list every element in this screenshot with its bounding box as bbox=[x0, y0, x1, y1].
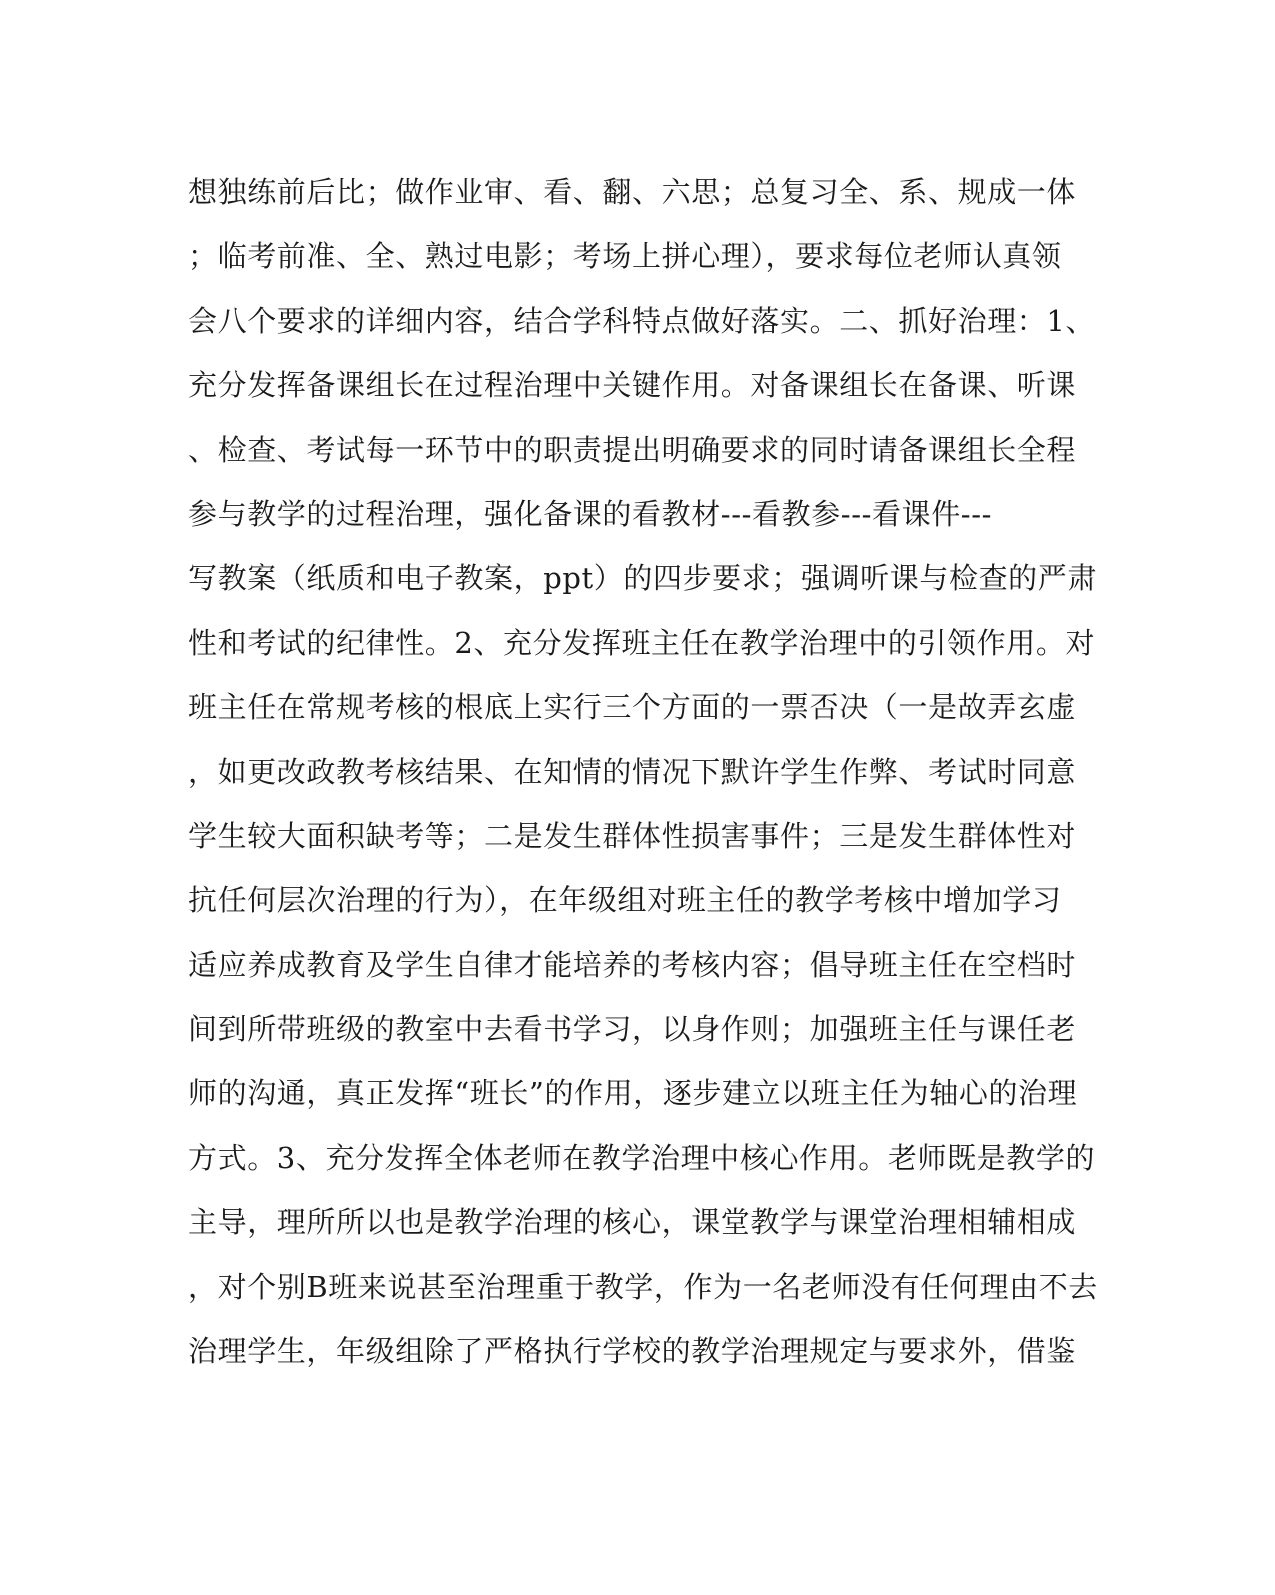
text-line: 学生较大面积缺考等；二是发生群体性损害事件；三是发生群体性对 bbox=[188, 818, 1077, 853]
text-line: 、检查、考试每一环节中的职责提出明确要求的同时请备课组长全程 bbox=[188, 432, 1077, 467]
text-line: 参与教学的过程治理，强化备课的看教材---看教参---看课件--- bbox=[188, 496, 992, 531]
text-line: 方式。3、充分发挥全体老师在教学治理中核心作用。老师既是教学的 bbox=[188, 1140, 1096, 1175]
text-line: 师的沟通，真正发挥“班长”的作用，逐步建立以班主任为轴心的治理 bbox=[188, 1076, 1078, 1111]
text-line: ；临考前准、全、熟过电影；考场上拼心理），要求每位老师认真领 bbox=[188, 239, 1062, 274]
text-line: 抗任何层次治理的行为），在年级组对班主任的教学考核中增加学习 bbox=[188, 883, 1062, 918]
body-text bbox=[188, 160, 1098, 1383]
text-line: ，如更改政教考核结果、在知情的情况下默许学生作弊、考试时同意 bbox=[188, 754, 1077, 789]
text-line: 主导，理所所以也是教学治理的核心，课堂教学与课堂治理相辅相成 bbox=[188, 1205, 1077, 1240]
text-line: ，对个别B班来说甚至治理重于教学，作为一名老师没有任何理由不去 bbox=[188, 1269, 1098, 1304]
text-line: 写教案（纸质和电子教案，ppt）的四步要求；强调听课与检查的严肃 bbox=[188, 561, 1097, 596]
text-line: 适应养成教育及学生自律才能培养的考核内容；倡导班主任在空档时 bbox=[188, 947, 1077, 982]
text-line: 充分发挥备课组长在过程治理中关键作用。对备课组长在备课、听课 bbox=[188, 368, 1077, 403]
text-line: 间到所带班级的教室中去看书学习，以身作则；加强班主任与课任老 bbox=[188, 1012, 1077, 1047]
text-line: 班主任在常规考核的根底上实行三个方面的一票否决（一是故弄玄虚 bbox=[188, 690, 1077, 725]
text-line: 会八个要求的详细内容，结合学科特点做好落实。二、抓好治理：1、 bbox=[188, 303, 1096, 338]
text-line: 治理学生，年级组除了严格执行学校的教学治理规定与要求外，借鉴 bbox=[188, 1334, 1077, 1369]
text-line: 想独练前后比；做作业审、看、翻、六思；总复习全、系、规成一体 bbox=[188, 175, 1077, 209]
text-line: 性和考试的纪律性。2、充分发挥班主任在教学治理中的引领作用。对 bbox=[188, 625, 1096, 660]
